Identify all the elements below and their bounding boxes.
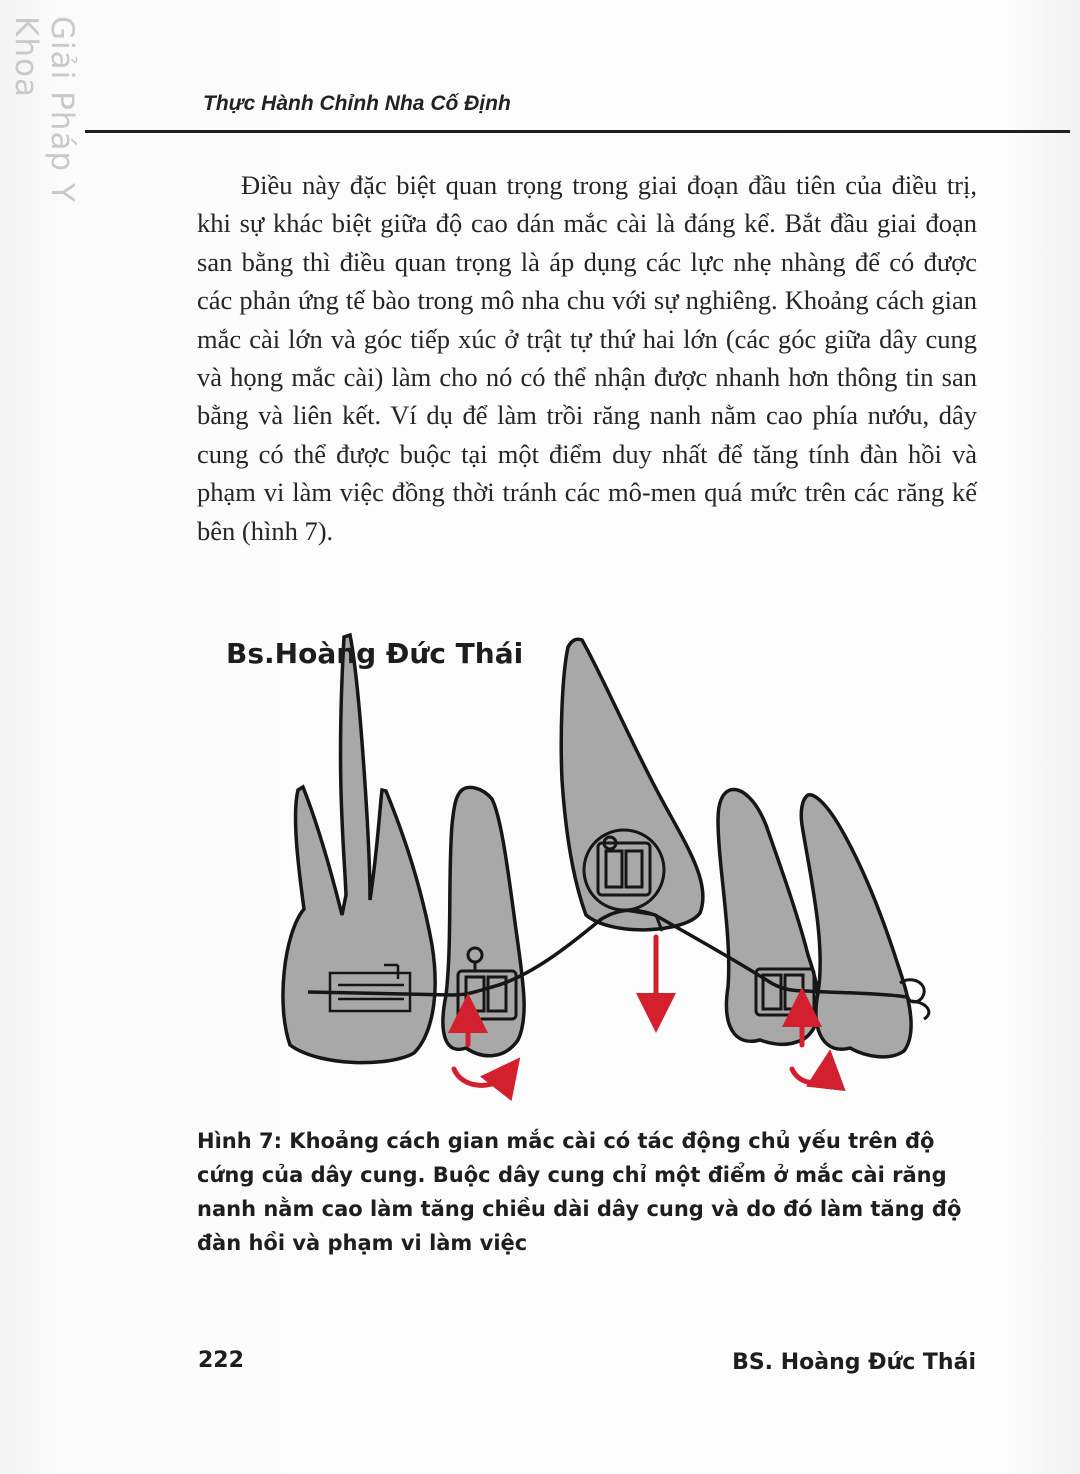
premolar-tooth-left: [443, 787, 524, 1055]
header-rule: [85, 130, 1070, 133]
side-watermark: [8, 16, 80, 256]
lateral-tooth-right: [801, 795, 911, 1057]
footer-author: BS. Hoàng Đức Thái: [732, 1350, 976, 1375]
body-paragraph: Điều này đặc biệt quan trọng trong giai đoạn đầu tiên của điều trị, khi sự khác biệt giữa độ cao dán mắc cài là đáng kể. Bắt đầu giai đoạn san bằng thì điều quan trọng là áp dụng các lực nhẹ nhàng để có được các phản ứng tế bào trong mô nha chu với sự nghiêng. Khoảng cách gian mắc cài lớn và góc tiếp xúc ở trật tự thứ hai lớn (các góc giữa dây cung và họng mắc cài) làm cho nó có thể nhận được nhanh hơn thông tin san bằng và liên kết. Ví dụ để làm trồi răng nanh nằm cao phía nướu, dây cung có thể được buộc tại một điểm duy nhất để tăng tính đàn hồi và phạm vi làm việc đồng thời tránh các mô-men quá mức trên các răng kế bên (hình 7).: [197, 170, 977, 546]
rotation-arrow-right: [792, 1069, 828, 1083]
teeth-illustration: [200, 615, 980, 1120]
page-number: 222: [198, 1348, 244, 1373]
side-watermark-text: Giải Pháp Y Khoa: [8, 16, 80, 203]
rotation-arrow-left: [454, 1069, 508, 1085]
figure-caption: Hình 7: Khoảng cách gian mắc cài có tác động chủ yếu trên độ cứng của dây cung. Buộc dây cung chỉ một điểm ở mắc cài răng nanh nằm cao làm tăng chiều dài dây cung và do đó làm tăng độ đàn hồi và phạm vi làm việc: [197, 1129, 962, 1255]
figure-7: [200, 615, 980, 1120]
running-header: Thực Hành Chỉnh Nha Cố Định: [203, 92, 511, 115]
figure-watermark: Bs.Hoàng Đức Thái: [226, 637, 524, 670]
